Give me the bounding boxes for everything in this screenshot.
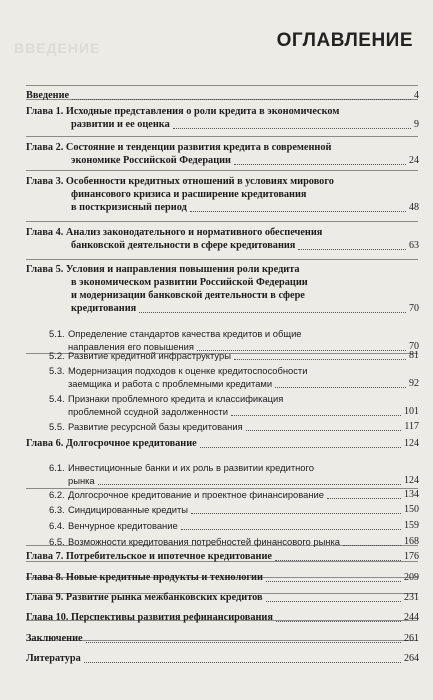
divider-rule (26, 85, 418, 86)
entry-title-line: в посткризисный период (71, 202, 187, 213)
page-number: 261 (404, 633, 419, 644)
page-number: 124 (404, 438, 419, 449)
page-number: 48 (409, 202, 419, 213)
dot-leader (234, 358, 406, 360)
page-number: 150 (404, 504, 419, 515)
page-number: 24 (409, 155, 419, 166)
entry-title-line: Развитие кредитной инфраструктуры (68, 350, 231, 361)
entry-title-line: Глава 7. Потребительское и ипотечное кредитование (26, 551, 272, 562)
page-number: 101 (404, 406, 419, 417)
entry-title-line: в экономическом развитии Российской Федерации (71, 277, 308, 288)
dot-leader (275, 386, 406, 388)
entry-title-line: заемщика и работа с проблемными кредитами (68, 378, 273, 389)
dot-leader (191, 512, 401, 514)
dot-leader (86, 641, 401, 643)
entry-title-line: Заключение (26, 633, 83, 644)
entry-title-line: Глава 10. Перспективы развития рефинансирования (26, 612, 273, 623)
entry-title-line: направления его повышения (68, 341, 194, 352)
page-number: 231 (404, 592, 419, 603)
entry-title-line: банковской деятельности в сфере кредитования (71, 240, 296, 251)
page-number: 209 (404, 572, 419, 583)
section-number: 5.2. (49, 350, 65, 361)
entry-title-line: и модернизации банковской деятельности в сфере (71, 290, 305, 301)
entry-title-line: Глава 5. Условия и направления повышения роли кредита (26, 264, 300, 275)
entry-title-line: рынка (68, 475, 95, 486)
dot-leader (275, 559, 401, 561)
page-number: 134 (404, 489, 419, 500)
dot-leader (190, 210, 406, 212)
dot-leader (98, 483, 401, 485)
section-number: 6.4. (49, 520, 65, 531)
section-number: 6.5. (49, 536, 65, 547)
entry-title-line: кредитования (71, 303, 137, 314)
dot-leader (72, 98, 411, 100)
entry-title-line: Глава 9. Развитие рынка межбанковских кредитов (26, 592, 263, 603)
page-number: 264 (404, 653, 419, 664)
section-number: 5.4. (49, 393, 65, 404)
dot-leader (327, 497, 401, 499)
section-number: 5.5. (49, 421, 65, 432)
dot-leader (246, 429, 402, 431)
page-number: 176 (404, 551, 419, 562)
entry-title-line: Признаки проблемного кредита и классификация (68, 393, 284, 404)
page-number: 117 (404, 421, 419, 432)
section-number: 6.3. (49, 504, 65, 515)
dot-leader (200, 446, 401, 448)
entry-title-line: Глава 8. Новые кредитные продукты и технологии (26, 572, 263, 583)
entry-title-line: Развитие ресурсной базы кредитования (68, 421, 243, 432)
entry-title-line: проблемной ссудной задолженности (68, 406, 229, 417)
page-number: 9 (414, 119, 419, 130)
entry-title-line: финансового кризиса и расширение кредитования (71, 189, 307, 200)
entry-title-line: Введение (26, 90, 70, 101)
divider-rule (26, 221, 418, 222)
page-title: ОГЛАВЛЕНИЕ (276, 30, 413, 51)
entry-title-line: Возможности кредитования потребностей финансового рынка (68, 536, 341, 547)
section-number: 5.1. (49, 328, 65, 339)
dot-leader (139, 311, 406, 313)
dot-leader (181, 528, 401, 530)
entry-title-line: Венчурное кредитование (68, 520, 178, 531)
page-number: 70 (409, 341, 419, 352)
page-number: 124 (404, 475, 419, 486)
section-number: 6.1. (49, 462, 65, 473)
entry-title-line: Литература (26, 653, 81, 664)
page-number: 159 (404, 520, 419, 531)
dot-leader (276, 620, 401, 622)
dot-leader (84, 661, 401, 663)
divider-rule (26, 170, 418, 171)
entry-title-line: Глава 4. Анализ законодательного и нормативного обеспечения (26, 227, 323, 238)
dot-leader (298, 248, 406, 250)
entry-title-line: Глава 3. Особенности кредитных отношений в условиях мирового (26, 176, 334, 187)
page-number: 63 (409, 240, 419, 251)
entry-title-line: Инвестиционные банки и их роль в развитии кредитного (68, 462, 314, 473)
entry-title-line: развитии и ее оценка (71, 119, 170, 130)
section-number: 6.2. (49, 489, 65, 500)
dot-leader (231, 414, 401, 416)
entry-title-line: Глава 6. Долгосрочное кредитование (26, 438, 197, 449)
entry-title-line: экономике Российской Федерации (71, 155, 231, 166)
section-number: 5.3. (49, 365, 65, 376)
dot-leader (266, 580, 401, 582)
entry-title-line: Модернизация подходов к оценке кредитоспособности (68, 365, 308, 376)
divider-rule (26, 136, 418, 137)
divider-rule (26, 259, 418, 260)
entry-title-line: Синдицированные кредиты (68, 504, 188, 515)
page-number: 92 (409, 378, 419, 389)
bleed-through-text: ВВЕДЕНИЕ (14, 40, 101, 56)
entry-title-line: Глава 1. Исходные представления о роли кредита в экономическом (26, 106, 340, 117)
page-number: 168 (404, 536, 419, 547)
dot-leader (173, 127, 411, 129)
page-number: 70 (409, 303, 419, 314)
entry-title-line: Долгосрочное кредитование и проектное финансирование (68, 489, 324, 500)
dot-leader (234, 163, 406, 165)
dot-leader (343, 544, 401, 546)
page-number: 4 (414, 90, 419, 101)
entry-title-line: Глава 2. Состояние и тенденции развития кредита в современной (26, 142, 332, 153)
entry-title-line: Определение стандартов качества кредитов и общие (68, 328, 302, 339)
page-number: 81 (409, 350, 419, 361)
dot-leader (266, 600, 401, 602)
page-number: 244 (404, 612, 419, 623)
